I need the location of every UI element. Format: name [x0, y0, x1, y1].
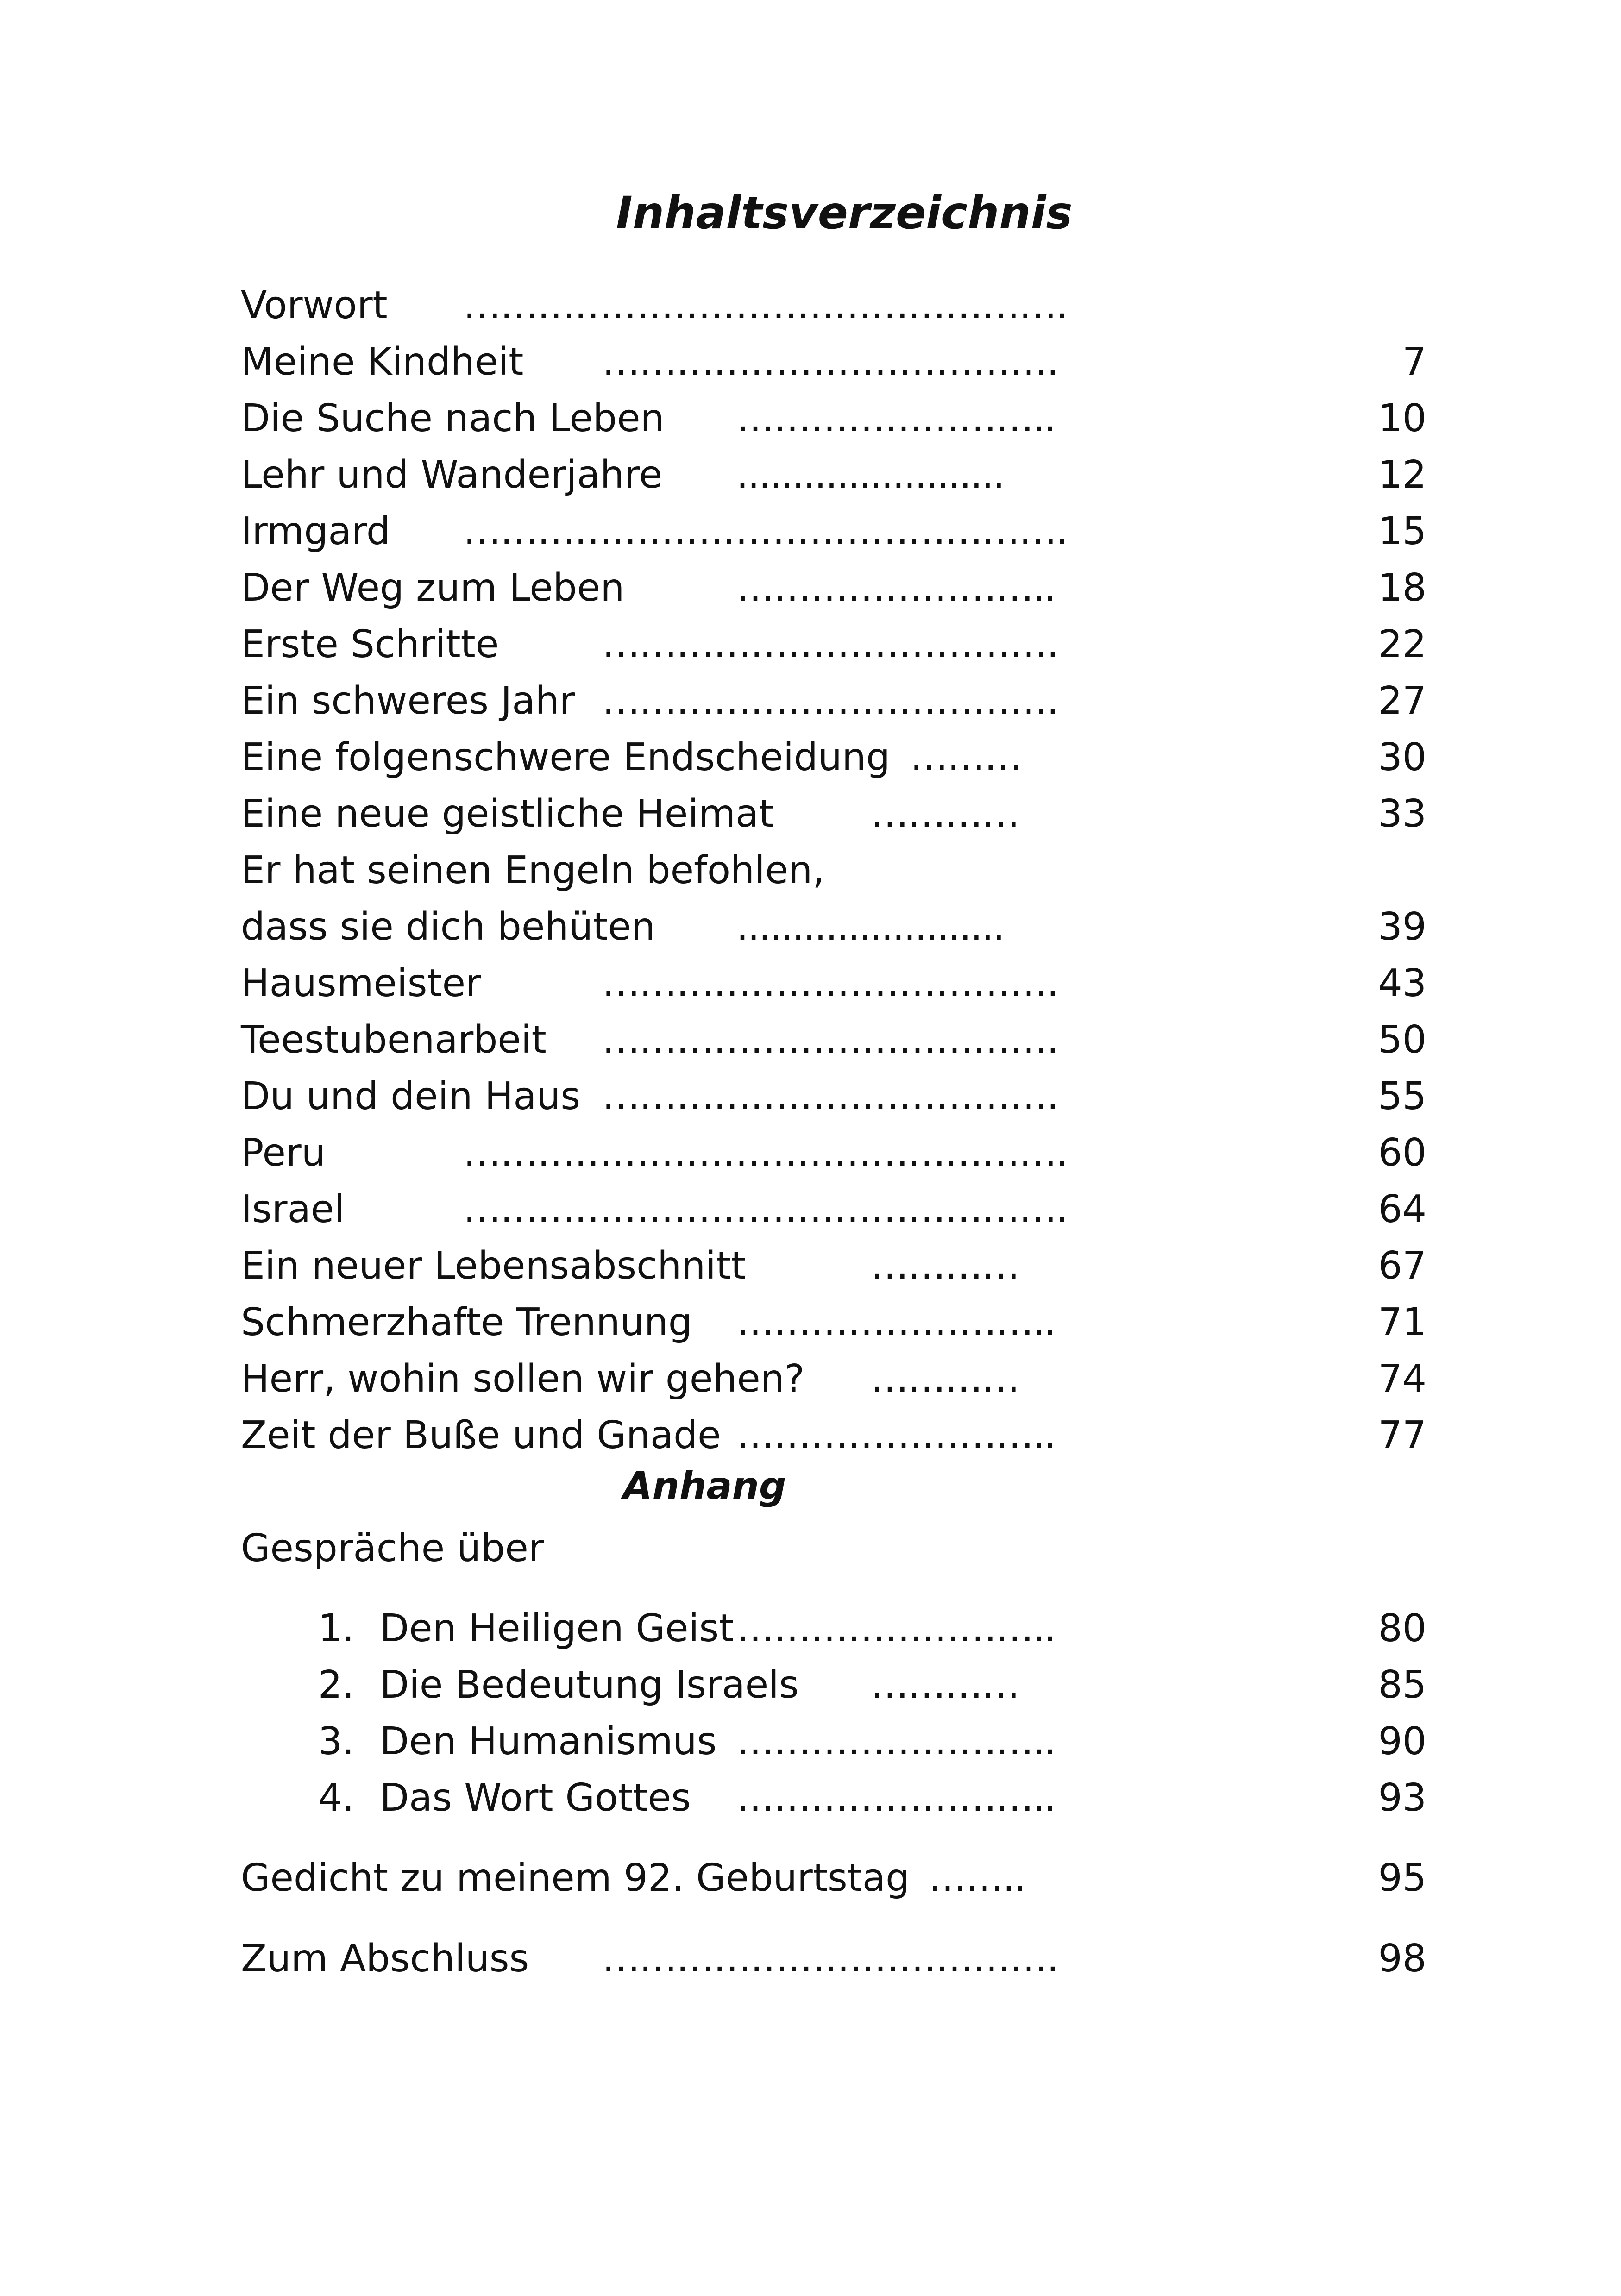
- entry-page-number: 15: [1378, 509, 1426, 553]
- entry-label: Meine Kindheit: [241, 340, 524, 384]
- leader-dots: ……………………..: [736, 566, 1056, 610]
- appendix-intro-label: Gespräche über: [241, 1526, 544, 1570]
- entry-page-number: 55: [1378, 1074, 1426, 1118]
- leader-dots: ……………………..: [736, 1719, 1056, 1763]
- entry-label: Gedicht zu meinem 92. Geburtstag: [241, 1856, 910, 1900]
- entry-page-number: 27: [1378, 679, 1426, 723]
- entry-label: Die Suche nach Leben: [241, 396, 665, 440]
- entry-label: Ein neuer Lebensabschnitt: [241, 1244, 746, 1288]
- entry-page-number: 98: [1378, 1937, 1426, 1981]
- entry-page-number: 12: [1378, 453, 1426, 497]
- leader-dots: ………: [910, 735, 1021, 779]
- appendix-heading: Anhang: [623, 1464, 786, 1508]
- entry-label: Den Humanismus: [380, 1719, 717, 1763]
- leader-dots: ……………………..: [736, 1413, 1056, 1457]
- entry-label: Lehr und Wanderjahre: [241, 453, 663, 497]
- entry-page-number: 71: [1378, 1300, 1426, 1344]
- leader-dots: ……………………………….: [602, 679, 1058, 723]
- leader-dots: ……………………………….: [602, 1937, 1058, 1981]
- entry-page-number: 39: [1378, 905, 1426, 949]
- entry-label: dass sie dich behüten: [241, 905, 655, 949]
- entry-page-number: 93: [1378, 1776, 1426, 1820]
- leader-dots: …………: [871, 1244, 1019, 1288]
- entry-label: Schmerzhafte Trennung: [241, 1300, 692, 1344]
- entry-page-number: 67: [1378, 1244, 1426, 1288]
- toc-title: Inhaltsverzeichnis: [616, 187, 1073, 239]
- leader-dots: ........................: [736, 453, 1004, 497]
- leader-dots: ……………………..: [736, 396, 1056, 440]
- entry-label: Der Weg zum Leben: [241, 566, 625, 610]
- entry-label: Israel: [241, 1187, 345, 1231]
- leader-dots: ……..: [929, 1856, 1025, 1900]
- entry-label: Den Heiligen Geist: [380, 1606, 734, 1650]
- leader-dots: ……………………..: [736, 1776, 1056, 1820]
- leader-dots: ………………………………………….: [463, 1187, 1068, 1231]
- entry-page-number: 22: [1378, 622, 1426, 666]
- entry-page-number: 33: [1378, 792, 1426, 836]
- entry-page-number: 77: [1378, 1413, 1426, 1457]
- entry-page-number: 30: [1378, 735, 1426, 779]
- entry-label: Ein schweres Jahr: [241, 679, 575, 723]
- entry-page-number: 60: [1378, 1131, 1426, 1175]
- leader-dots: ………………………………………….: [463, 509, 1068, 553]
- item-number: 3.: [318, 1719, 354, 1763]
- entry-page-number: 80: [1378, 1606, 1426, 1650]
- entry-page-number: 50: [1378, 1018, 1426, 1062]
- entry-page-number: 10: [1378, 396, 1426, 440]
- item-number: 1.: [318, 1606, 354, 1650]
- entry-label: Er hat seinen Engeln befohlen,: [241, 848, 825, 892]
- entry-label: Das Wort Gottes: [380, 1776, 691, 1820]
- leader-dots: ……………………………….: [602, 1074, 1058, 1118]
- entry-label: Du und dein Haus: [241, 1074, 581, 1118]
- leader-dots: ……………………………….: [602, 961, 1058, 1005]
- leader-dots: ……………………..: [736, 1300, 1056, 1344]
- entry-label: Hausmeister: [241, 961, 481, 1005]
- entry-page-number: 95: [1378, 1856, 1426, 1900]
- leader-dots: ……………………………….: [602, 340, 1058, 384]
- entry-page-number: 43: [1378, 961, 1426, 1005]
- entry-label: Eine folgenschwere Endscheidung: [241, 735, 890, 779]
- entry-label: Vorwort: [241, 283, 388, 327]
- leader-dots: ………………………………………….: [463, 283, 1068, 327]
- entry-label: Eine neue geistliche Heimat: [241, 792, 774, 836]
- item-number: 4.: [318, 1776, 354, 1820]
- leader-dots: …………: [871, 792, 1019, 836]
- entry-label: Zum Abschluss: [241, 1937, 529, 1981]
- item-number: 2.: [318, 1663, 354, 1707]
- leader-dots: ………………………………………….: [463, 1131, 1068, 1175]
- leader-dots: ……………………………….: [602, 1018, 1058, 1062]
- leader-dots: …………: [871, 1663, 1019, 1707]
- entry-label: Zeit der Buße und Gnade: [241, 1413, 721, 1457]
- entry-label: Peru: [241, 1131, 326, 1175]
- entry-page-number: 64: [1378, 1187, 1426, 1231]
- leader-dots: …………: [871, 1357, 1019, 1401]
- entry-page-number: 7: [1402, 340, 1426, 384]
- entry-page-number: 85: [1378, 1663, 1426, 1707]
- entry-page-number: 18: [1378, 566, 1426, 610]
- entry-label: Erste Schritte: [241, 622, 499, 666]
- entry-page-number: 74: [1378, 1357, 1426, 1401]
- leader-dots: ……………………………….: [602, 622, 1058, 666]
- entry-page-number: 90: [1378, 1719, 1426, 1763]
- entry-label: Herr, wohin sollen wir gehen?: [241, 1357, 805, 1401]
- entry-label: Teestubenarbeit: [241, 1018, 547, 1062]
- leader-dots: ……………………..: [736, 1606, 1056, 1650]
- entry-label: Irmgard: [241, 509, 390, 553]
- entry-label: Die Bedeutung Israels: [380, 1663, 799, 1707]
- leader-dots: ........................: [736, 905, 1004, 949]
